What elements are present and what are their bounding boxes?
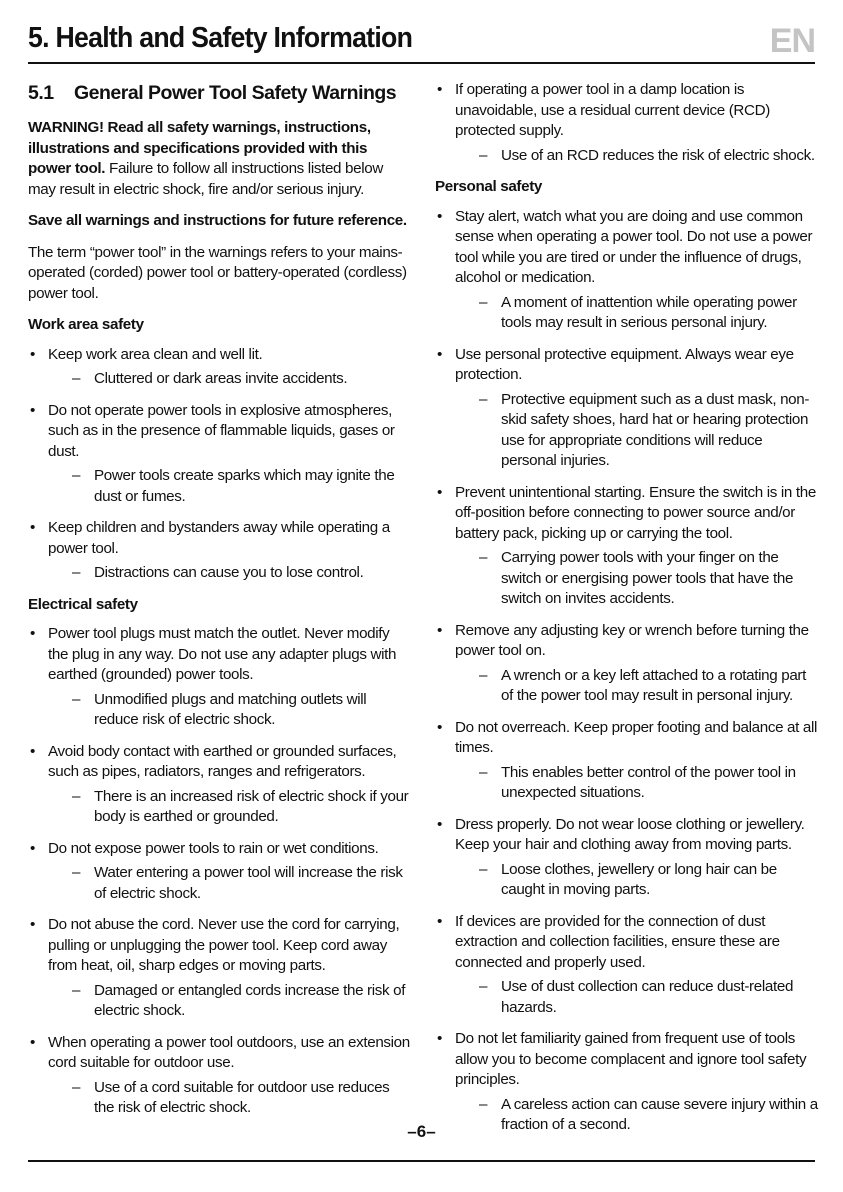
item-note: – Damaged or entangled cords increase the risk of electric shock.: [72, 981, 406, 1019]
note-text: This enables better control of the power tool in unexpected situations.: [501, 763, 796, 801]
item-text: • Power tool plugs must match the outlet. Never modify the plug in any way. Do not use any adapter plugs with earthed (grounded) power tools.: [48, 625, 397, 683]
note-text: Power tools create sparks which may ignite the dust or fumes.: [94, 467, 395, 505]
work-area-heading: Work area safety: [28, 316, 144, 333]
note-text: Water entering a power tool will increase the risk of electric shock.: [94, 864, 403, 902]
term-definition: The term “power tool” in the warnings refers to your mains-operated (corded) power tool or battery-operated (cordless) power tool.: [28, 243, 407, 302]
list-item: [28, 915, 412, 1022]
item-note: – Distractions can cause you to lose control.: [72, 564, 364, 581]
list-item: [435, 718, 819, 804]
warning-paragraph: [28, 118, 412, 200]
item-note: – Power tools create sparks which may ignite the dust or fumes.: [72, 467, 395, 505]
item-text: • If operating a power tool in a damp location is unavoidable, use a residual current device (RCD) protected supply.: [455, 81, 770, 139]
list-item: [28, 345, 412, 390]
note-text: There is an increased risk of electric shock if your body is earthed or grounded.: [94, 787, 409, 825]
page-number: [0, 1122, 843, 1142]
note-text: Carrying power tools with your finger on the switch or energising power tools that have the switch on invites accidents.: [501, 549, 794, 607]
item-text: • Keep work area clean and well lit.: [48, 345, 263, 363]
list-item: [28, 518, 412, 584]
item-note: – Protective equipment such as a dust mask, non-skid safety shoes, hard hat or hearing protection use for appropriate conditions will reduce personal injuries.: [479, 390, 810, 469]
note-text: Use of an RCD reduces the risk of electric shock.: [501, 146, 815, 164]
list-item: [435, 815, 819, 901]
personal-list: [435, 207, 819, 1136]
item-note: – A wrench or a key left attached to a rotating part of the power tool may result in personal injury.: [479, 666, 806, 704]
list-item: [435, 345, 819, 472]
item-note: – Cluttered or dark areas invite accidents.: [72, 370, 348, 387]
list-item: [28, 839, 412, 905]
section-number: 5.1: [28, 82, 54, 104]
header-rule: [28, 62, 815, 64]
item-text: • Prevent unintentional starting. Ensure the switch is in the off-position before connecting to power source and/or battery pack, picking up or carrying the tool.: [455, 483, 816, 542]
item-text: • Do not operate power tools in explosive atmospheres, such as in the presence of flammable liquids, gases or dust.: [48, 401, 395, 460]
note-text: Use of dust collection can reduce dust-related hazards.: [501, 978, 794, 1016]
list-item: [28, 1033, 412, 1119]
item-note: – This enables better control of the power tool in unexpected situations.: [479, 763, 796, 801]
page-title: 5. Health and Safety Information: [28, 22, 413, 54]
list-item: [435, 621, 819, 707]
note-text: A moment of inattention while operating power tools may result in serious personal injury.: [501, 293, 797, 331]
note-text: Use of a cord suitable for outdoor use reduces the risk of electric shock.: [94, 1078, 390, 1116]
item-text: • Keep children and bystanders away while operating a power tool.: [48, 519, 390, 557]
item-text: • Do not expose power tools to rain or wet conditions.: [48, 839, 379, 857]
page-dash-left: –: [407, 1122, 417, 1141]
item-text: • Do not abuse the cord. Never use the cord for carrying, pulling or unplugging the power tool. Keep cord away from heat, oil, sharp edges or moving parts.: [48, 916, 400, 974]
personal-heading: Personal safety: [435, 178, 543, 195]
work-area-list: [28, 345, 412, 584]
section-heading: [28, 80, 412, 106]
electrical-list: [28, 624, 412, 1119]
list-item: [435, 1029, 819, 1136]
item-note: – Use of dust collection can reduce dust-related hazards.: [479, 978, 794, 1016]
note-text: A wrench or a key left attached to a rotating part of the power tool may result in personal injury.: [501, 666, 806, 704]
section-title: General Power Tool Safety Warnings: [74, 82, 397, 104]
item-note: – There is an increased risk of electric shock if your body is earthed or grounded.: [72, 787, 409, 825]
list-item: [435, 80, 819, 166]
list-item: [435, 912, 819, 1019]
item-note: – A moment of inattention while operating power tools may result in serious personal injury.: [479, 293, 797, 331]
electrical-list-continued: [435, 80, 819, 166]
electrical-heading: Electrical safety: [28, 595, 138, 613]
item-note: – A careless action can cause severe injury within a fraction of a second.: [479, 1095, 818, 1133]
page-dash-right: –: [426, 1122, 436, 1141]
note-text: A careless action can cause severe injury within a fraction of a second.: [501, 1095, 818, 1133]
item-text: • Remove any adjusting key or wrench before turning the power tool on.: [455, 621, 809, 659]
item-note: – Use of a cord suitable for outdoor use reduces the risk of electric shock.: [72, 1078, 390, 1116]
note-text: Distractions can cause you to lose control.: [94, 564, 364, 581]
list-item: [28, 624, 412, 731]
right-column: [435, 80, 819, 1147]
item-note: – Unmodified plugs and matching outlets will reduce risk of electric shock.: [72, 690, 367, 728]
list-item: [28, 742, 412, 828]
note-text: Cluttered or dark areas invite accidents.: [94, 370, 348, 387]
item-text: • Use personal protective equipment. Always wear eye protection.: [455, 345, 794, 383]
item-text: • Do not let familiarity gained from frequent use of tools allow you to become complacent and ignore tool safety principles.: [455, 1030, 807, 1088]
note-text: Loose clothes, jewellery or long hair can be caught in moving parts.: [501, 860, 777, 898]
item-note: – Water entering a power tool will increase the risk of electric shock.: [72, 864, 403, 902]
warning-bold-text: WARNING! Read all safety warnings, instructions, illustrations and specifications provided with this power tool.: [28, 119, 371, 177]
save-instructions: Save all warnings and instructions for future reference.: [28, 212, 407, 229]
language-badge: EN: [769, 22, 815, 60]
note-text: Damaged or entangled cords increase the risk of electric shock.: [94, 981, 406, 1019]
left-column: [28, 80, 412, 1130]
footer-rule: [28, 1160, 815, 1162]
list-item: [435, 207, 819, 334]
item-note: – Loose clothes, jewellery or long hair can be caught in moving parts.: [479, 860, 777, 898]
item-note: – Carrying power tools with your finger on the switch or energising power tools that have the switch on invites accidents.: [479, 549, 794, 607]
item-text: • Do not overreach. Keep proper footing and balance at all times.: [455, 718, 818, 756]
item-text: • When operating a power tool outdoors, use an extension cord suitable for outdoor use.: [48, 1033, 410, 1071]
list-item: [435, 483, 819, 610]
note-text: Unmodified plugs and matching outlets will reduce risk of electric shock.: [94, 690, 367, 728]
item-note: – Use of an RCD reduces the risk of electric shock.: [479, 146, 815, 164]
list-item: [28, 401, 412, 508]
warning-rest-text: Failure to follow all instructions listed below may result in electric shock, fire and/or serious injury.: [28, 160, 383, 198]
note-text: Protective equipment such as a dust mask, non-skid safety shoes, hard hat or hearing protection use for appropriate conditions will reduce personal injuries.: [501, 390, 810, 469]
item-text: • Avoid body contact with earthed or grounded surfaces, such as pipes, radiators, ranges and refrigerators.: [48, 742, 397, 780]
page-number-value: 6: [416, 1122, 427, 1141]
item-text: • Stay alert, watch what you are doing and use common sense when operating a power tool. Do not use a power tool while you are tired or under the influence of drugs, alcohol or medication.: [455, 207, 813, 286]
item-text: • Dress properly. Do not wear loose clothing or jewellery. Keep your hair and clothing away from moving parts.: [455, 815, 805, 853]
item-text: • If devices are provided for the connection of dust extraction and collection facilities, ensure these are connected and properly used.: [455, 912, 780, 971]
